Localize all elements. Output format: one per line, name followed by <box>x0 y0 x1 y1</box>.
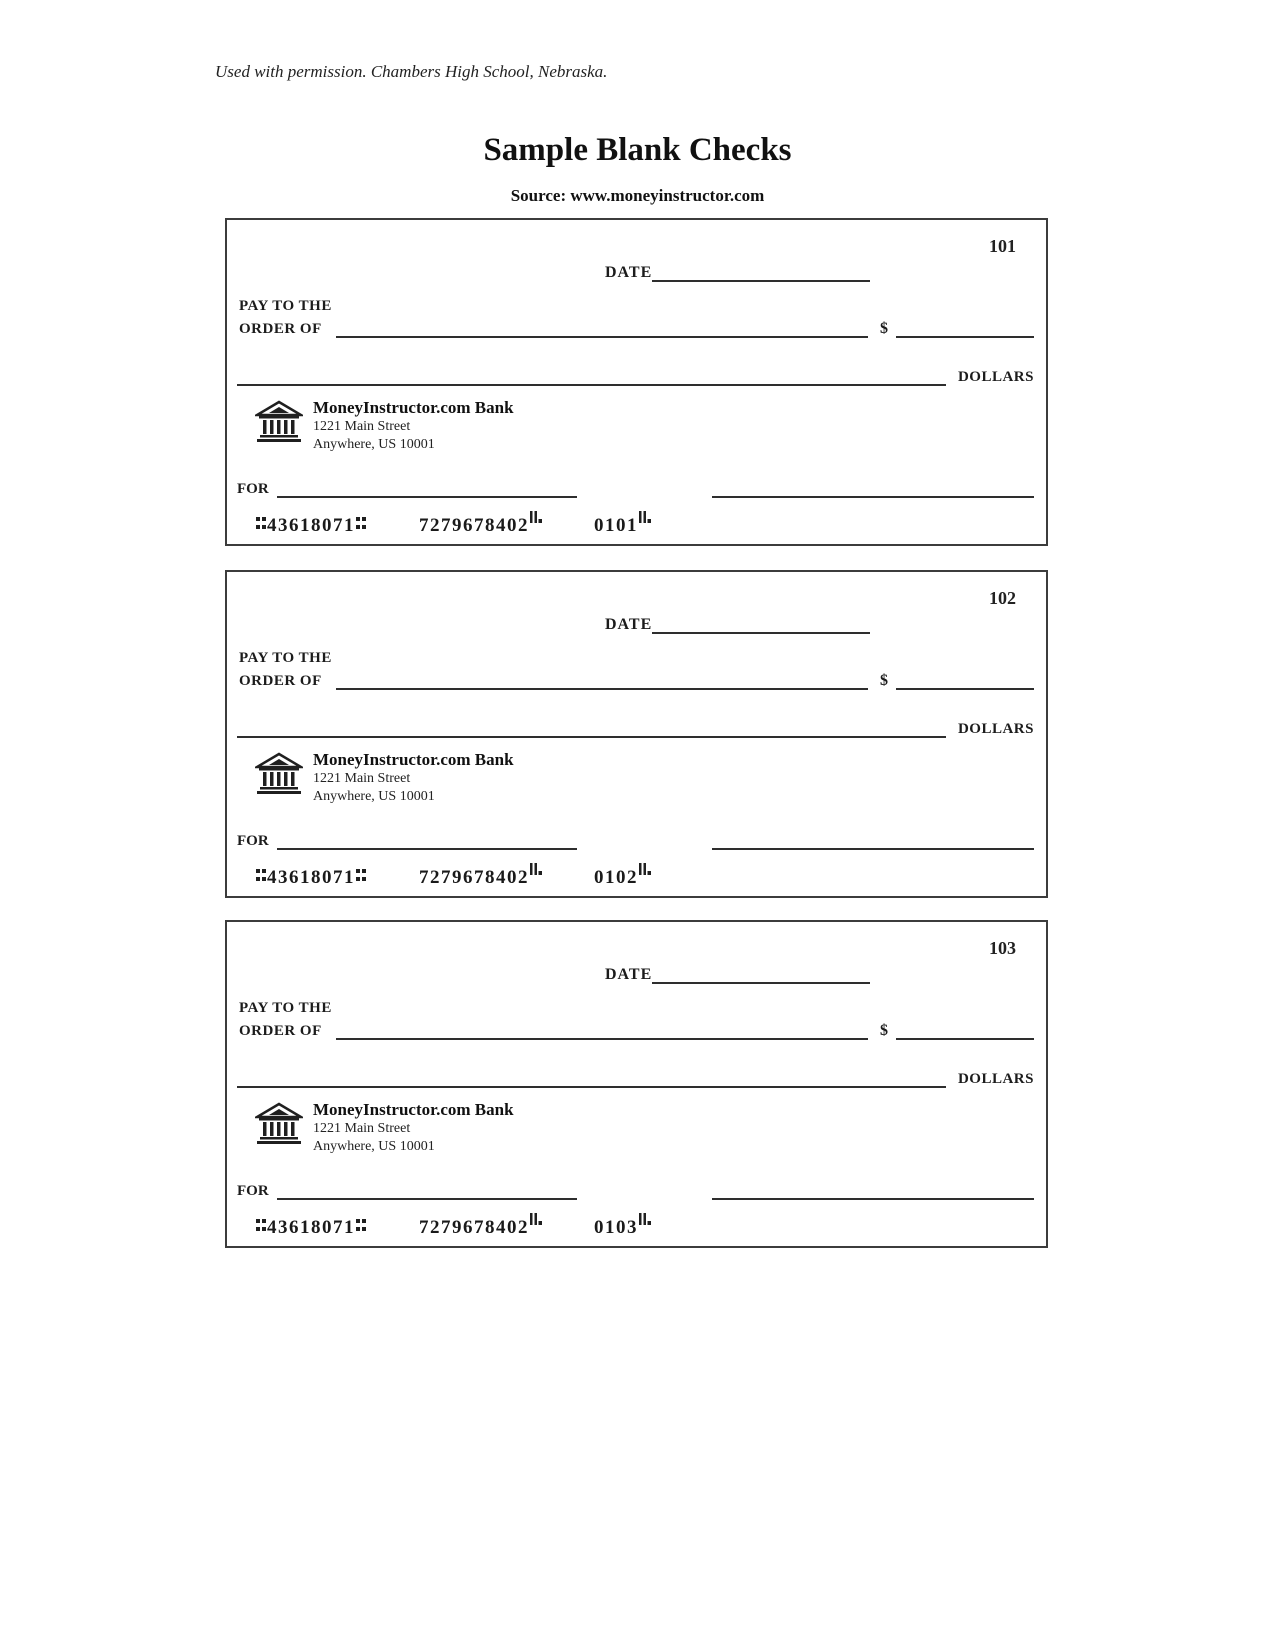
micr-routing-number: 43618071 <box>267 867 355 888</box>
micr-onus-icon <box>529 862 542 884</box>
pay-to-the-label: PAY TO THE <box>239 298 332 314</box>
amount-blank-line <box>896 1020 1034 1040</box>
amount-blank-line <box>896 318 1034 338</box>
dollar-sign-label: $ <box>880 672 888 689</box>
micr-onus-icon <box>638 862 651 884</box>
page-title: Sample Blank Checks <box>483 132 792 168</box>
bank-address-line1: 1221 Main Street <box>313 1121 411 1136</box>
micr-transit-icon <box>355 866 367 890</box>
pay-to-the-label: PAY TO THE <box>239 1000 332 1016</box>
bank-address-line1: 1221 Main Street <box>313 771 411 786</box>
dollar-sign-label: $ <box>880 1022 888 1039</box>
micr-line <box>255 1216 651 1240</box>
bank-block <box>255 398 514 454</box>
date-label: DATE <box>605 264 653 281</box>
payee-row <box>239 318 1034 338</box>
payee-blank-line <box>336 318 868 338</box>
date-blank-line <box>652 964 870 984</box>
bank-building-icon <box>255 1102 303 1151</box>
for-row <box>237 478 1034 498</box>
memo-blank-line <box>277 1180 577 1200</box>
bank-block <box>255 1100 514 1156</box>
memo-blank-line <box>277 478 577 498</box>
micr-check-number: 0102 <box>594 867 638 888</box>
micr-line <box>255 514 651 538</box>
order-of-label: ORDER OF <box>239 321 322 337</box>
date-row <box>605 262 870 282</box>
dollars-label: DOLLARS <box>957 721 1034 737</box>
dollars-row <box>237 366 1034 386</box>
date-label: DATE <box>605 616 653 633</box>
micr-onus-icon <box>638 510 651 532</box>
amount-words-blank-line <box>237 366 946 386</box>
source-line: Source: www.moneyinstructor.com <box>510 186 765 205</box>
check-number: 102 <box>989 588 1016 608</box>
check-number: 103 <box>989 938 1016 958</box>
micr-onus-icon <box>638 1212 651 1234</box>
micr-routing-number: 43618071 <box>267 1217 355 1238</box>
check-101 <box>225 218 1048 546</box>
micr-check-number: 0103 <box>594 1217 638 1238</box>
micr-account-number: 7279678402 <box>419 515 529 536</box>
signature-blank-line <box>712 830 1034 850</box>
micr-account-number: 7279678402 <box>419 867 529 888</box>
micr-transit-icon <box>255 1216 267 1240</box>
micr-routing-number: 43618071 <box>267 515 355 536</box>
for-row <box>237 830 1034 850</box>
amount-words-blank-line <box>237 718 946 738</box>
check-103 <box>225 920 1048 1248</box>
micr-line <box>255 866 651 890</box>
micr-onus-icon <box>529 510 542 532</box>
bank-block <box>255 750 514 806</box>
bank-name: MoneyInstructor.com Bank <box>313 398 514 417</box>
payee-row <box>239 1020 1034 1040</box>
payee-blank-line <box>336 1020 868 1040</box>
dollars-row <box>237 1068 1034 1088</box>
micr-check-number: 0101 <box>594 515 638 536</box>
bank-address-line2: Anywhere, US 10001 <box>313 1139 435 1155</box>
date-row <box>605 964 870 984</box>
dollars-label: DOLLARS <box>957 1071 1034 1087</box>
order-of-label: ORDER OF <box>239 1023 322 1039</box>
payee-row <box>239 670 1034 690</box>
for-label: FOR <box>237 833 269 849</box>
micr-transit-icon <box>355 514 367 538</box>
dollars-row <box>237 718 1034 738</box>
bank-address-line2: Anywhere, US 10001 <box>313 789 435 805</box>
bank-name: MoneyInstructor.com Bank <box>313 1100 514 1119</box>
permission-note: Used with permission. Chambers High School, Nebraska. <box>215 62 608 81</box>
for-label: FOR <box>237 1183 269 1199</box>
micr-transit-icon <box>255 866 267 890</box>
memo-blank-line <box>277 830 577 850</box>
micr-transit-icon <box>255 514 267 538</box>
bank-building-icon <box>255 400 303 449</box>
for-label: FOR <box>237 481 269 497</box>
bank-address-line1: 1221 Main Street <box>313 419 411 434</box>
for-row <box>237 1180 1034 1200</box>
bank-address-line2: Anywhere, US 10001 <box>313 437 435 453</box>
dollars-label: DOLLARS <box>957 369 1034 385</box>
check-number: 101 <box>989 236 1016 256</box>
micr-account-number: 7279678402 <box>419 1217 529 1238</box>
order-of-label: ORDER OF <box>239 673 322 689</box>
amount-blank-line <box>896 670 1034 690</box>
date-blank-line <box>652 614 870 634</box>
bank-name: MoneyInstructor.com Bank <box>313 750 514 769</box>
check-102 <box>225 570 1048 898</box>
bank-building-icon <box>255 752 303 801</box>
payee-blank-line <box>336 670 868 690</box>
date-label: DATE <box>605 966 653 983</box>
date-row <box>605 614 870 634</box>
pay-to-the-label: PAY TO THE <box>239 650 332 666</box>
date-blank-line <box>652 262 870 282</box>
signature-blank-line <box>712 478 1034 498</box>
amount-words-blank-line <box>237 1068 946 1088</box>
dollar-sign-label: $ <box>880 320 888 337</box>
signature-blank-line <box>712 1180 1034 1200</box>
micr-transit-icon <box>355 1216 367 1240</box>
micr-onus-icon <box>529 1212 542 1234</box>
